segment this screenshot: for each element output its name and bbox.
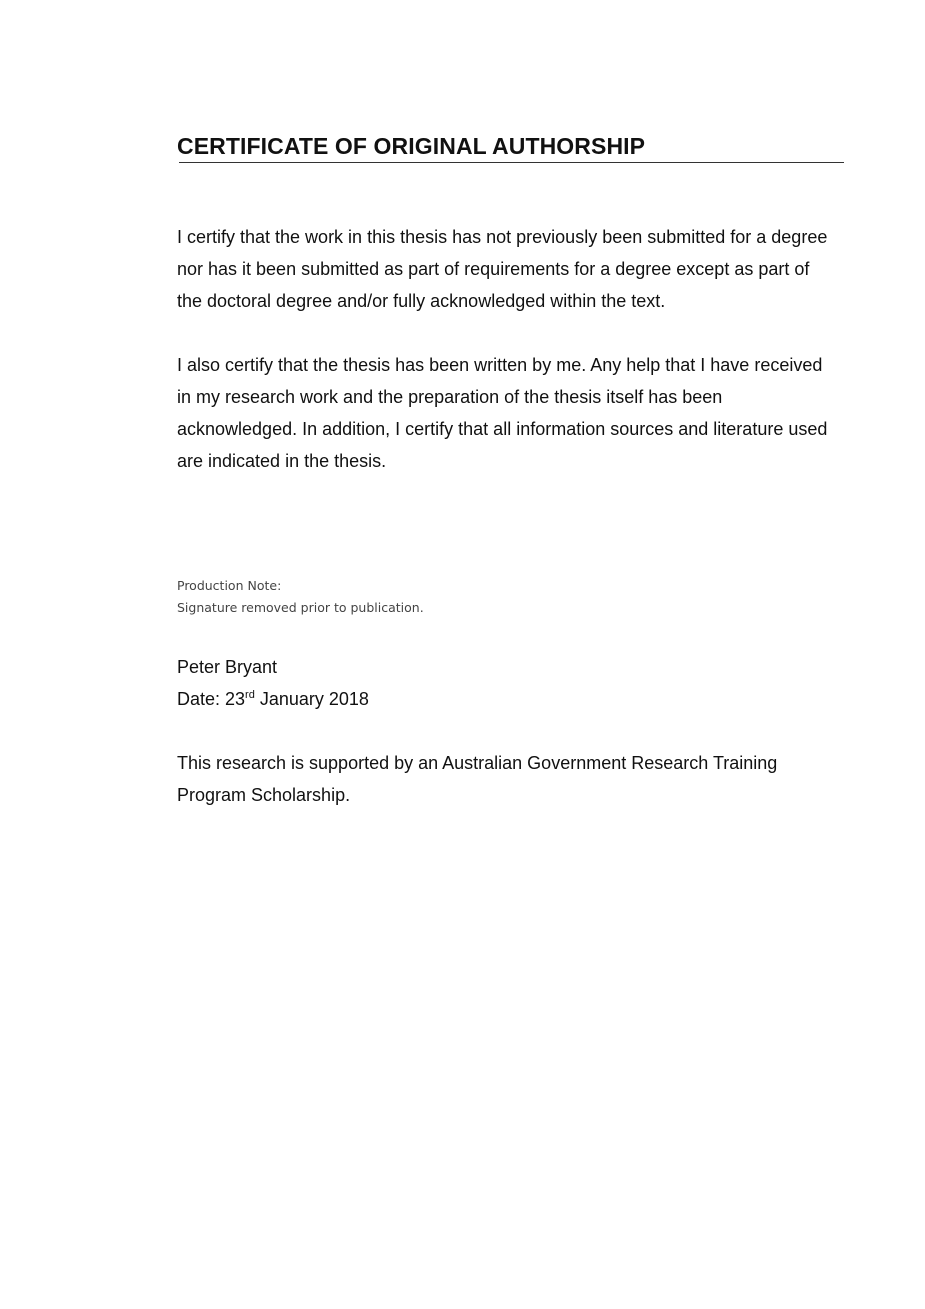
date-rest: January 2018	[254, 689, 369, 709]
production-note	[177, 575, 424, 619]
production-note-heading: Production Note:	[177, 578, 282, 593]
certification-paragraph-1: I certify that the work in this thesis has not previously been submitted for a degree nor has it been submitted as part of requirements for a degree except as part of the doctoral degree and/or fully acknowledged within the text.	[177, 227, 828, 311]
page-title: CERTIFICATE OF ORIGINAL AUTHORSHIP	[177, 133, 646, 159]
date-prefix: Date: 23	[177, 689, 246, 709]
title-underline	[179, 162, 844, 163]
signer-name: Peter Bryant	[177, 657, 278, 677]
certification-paragraph-2: I also certify that the thesis has been written by me. Any help that I have received in my research work and the preparation of the thesis itself has been acknowledged. In addition, I certify that all information sources and literature used are indicated in the thesis.	[177, 355, 828, 471]
signer-block	[177, 651, 369, 715]
scholarship-statement: This research is supported by an Australian Government Research Training Program Scholarship.	[177, 753, 778, 805]
signature-date	[177, 683, 369, 715]
date-ordinal-suffix: rd	[245, 689, 255, 701]
production-note-text: Signature removed prior to publication.	[177, 600, 424, 615]
